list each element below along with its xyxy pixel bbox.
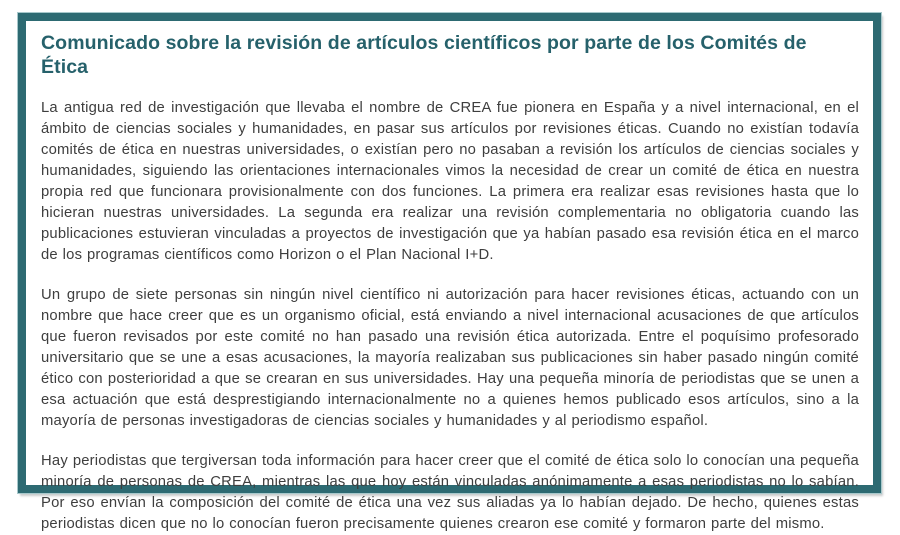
paragraph-1: La antigua red de investigación que llevaba el nombre de CREA fue pionera en España y a nivel internacional, en el ámbito de ciencias sociales y humanidades, en pasar sus artículos por revisiones éticas. Cuando no existían todavía comités de ética en nuestras universidades, o existían pero no pasaban a revisión los artículos de ciencias sociales y humanidades, siguiendo las orientaciones internacionales vimos la necesidad de crear un comité de ética en nuestra propia red que funcionara provisionalmente con dos funciones. La primera era realizar esas revisiones hasta que lo hicieran nuestras universidades. La segunda era realizar una revisión complementaria no obligatoria cuando las publicaciones estuvieran vinculadas a proyectos de investigación que ya habían pasado esa revisión ética en el marco de los programas científicos como Horizon o el Plan Nacional I+D. — [41, 100, 859, 263]
paragraph-2: Un grupo de siete personas sin ningún nivel científico ni autorización para hacer revisiones éticas, actuando con un nombre que hace creer que es un organismo oficial, está enviando a nivel internacional acusaciones de que artículos que fueron revisados por este comité no han pasado una revisión ética autorizada. Entre el poquísimo profesorado universitario que se une a esas acusaciones, la mayoría realizaban sus publicaciones sin haber pasado ningún comité ético con posterioridad a que se crearan en sus universidades. Hay una pequeña minoría de periodistas que se unen a esa actuación que está desprestigiando internacionalmente no a quienes hemos publicado esos artículos, sino a la mayoría de personas investigadoras de ciencias sociales y humanidades y al periodismo español. — [41, 287, 859, 429]
document-frame — [18, 13, 881, 532]
page-title: Comunicado sobre la revisión de artículos científicos por parte de los Comités de Ética — [41, 32, 807, 78]
paragraph-3: Hay periodistas que tergiversan toda información para hacer creer que el comité de ética solo lo conocían una pequeña minoría de personas de CREA, mientras las que hoy están vinculadas anónimamente a esas periodistas no lo sabían. Por eso envían la composición del comité de ética una vez sus aliadas ya lo habían dejado. De hecho, quienes estas periodistas dicen que no lo conocían fueron precisamente quienes crearon ese comité y formaron parte del mismo. — [41, 453, 859, 532]
